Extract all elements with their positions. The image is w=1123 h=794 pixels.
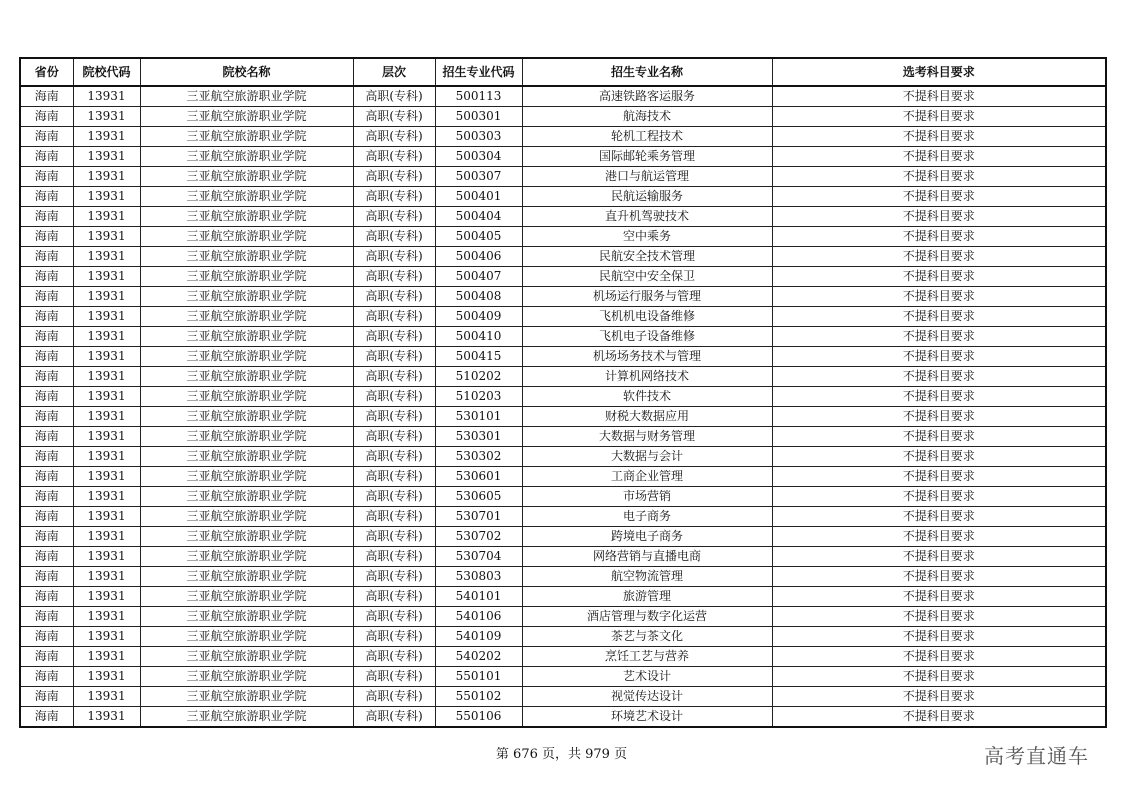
cell-school-name: 三亚航空旅游职业学院 [140,627,353,647]
cell-major-name: 飞机机电设备维修 [522,307,772,327]
cell-major-name: 网络营销与直播电商 [522,547,772,567]
cell-subject-requirement: 不提科目要求 [772,447,1106,467]
cell-major-name: 空中乘务 [522,227,772,247]
cell-school-code: 13931 [73,86,140,107]
table-row [20,127,1106,147]
table-row [20,327,1106,347]
cell-school-code: 13931 [73,307,140,327]
cell-province: 海南 [20,487,73,507]
cell-school-name: 三亚航空旅游职业学院 [140,587,353,607]
table-header [20,58,1106,86]
cell-province: 海南 [20,107,73,127]
cell-major-name: 港口与航运管理 [522,167,772,187]
cell-major-name: 视觉传达设计 [522,687,772,707]
cell-level: 高职(专科) [353,567,435,587]
cell-province: 海南 [20,247,73,267]
cell-province: 海南 [20,86,73,107]
column-header-major-code: 招生专业代码 [435,58,522,86]
cell-province: 海南 [20,327,73,347]
cell-school-code: 13931 [73,487,140,507]
cell-province: 海南 [20,587,73,607]
table-body [20,86,1106,727]
cell-province: 海南 [20,447,73,467]
cell-major-name: 旅游管理 [522,587,772,607]
table-row [20,707,1106,728]
cell-school-name: 三亚航空旅游职业学院 [140,367,353,387]
cell-major-code: 500410 [435,327,522,347]
cell-school-code: 13931 [73,227,140,247]
cell-subject-requirement: 不提科目要求 [772,247,1106,267]
cell-subject-requirement: 不提科目要求 [772,267,1106,287]
cell-school-name: 三亚航空旅游职业学院 [140,447,353,467]
cell-school-code: 13931 [73,327,140,347]
cell-province: 海南 [20,367,73,387]
cell-school-name: 三亚航空旅游职业学院 [140,167,353,187]
table-row [20,427,1106,447]
cell-major-code: 510202 [435,367,522,387]
table-row [20,487,1106,507]
cell-subject-requirement: 不提科目要求 [772,547,1106,567]
cell-level: 高职(专科) [353,267,435,287]
cell-school-code: 13931 [73,247,140,267]
table-row [20,647,1106,667]
table-row [20,387,1106,407]
cell-major-code: 530704 [435,547,522,567]
cell-level: 高职(专科) [353,127,435,147]
cell-level: 高职(专科) [353,187,435,207]
cell-subject-requirement: 不提科目要求 [772,307,1106,327]
cell-level: 高职(专科) [353,467,435,487]
cell-province: 海南 [20,547,73,567]
cell-level: 高职(专科) [353,227,435,247]
cell-school-name: 三亚航空旅游职业学院 [140,86,353,107]
cell-province: 海南 [20,427,73,447]
cell-major-code: 500415 [435,347,522,367]
cell-subject-requirement: 不提科目要求 [772,127,1106,147]
cell-major-name: 电子商务 [522,507,772,527]
cell-subject-requirement: 不提科目要求 [772,367,1106,387]
cell-subject-requirement: 不提科目要求 [772,86,1106,107]
cell-level: 高职(专科) [353,587,435,607]
cell-subject-requirement: 不提科目要求 [772,627,1106,647]
cell-level: 高职(专科) [353,347,435,367]
cell-school-name: 三亚航空旅游职业学院 [140,307,353,327]
cell-school-code: 13931 [73,647,140,667]
cell-major-code: 530702 [435,527,522,547]
cell-school-name: 三亚航空旅游职业学院 [140,667,353,687]
column-header-subject-requirement: 选考科目要求 [772,58,1106,86]
cell-major-name: 跨境电子商务 [522,527,772,547]
cell-major-name: 环境艺术设计 [522,707,772,728]
cell-school-name: 三亚航空旅游职业学院 [140,107,353,127]
cell-school-code: 13931 [73,167,140,187]
cell-level: 高职(专科) [353,447,435,467]
cell-subject-requirement: 不提科目要求 [772,387,1106,407]
cell-level: 高职(专科) [353,667,435,687]
cell-school-code: 13931 [73,127,140,147]
cell-province: 海南 [20,147,73,167]
table-row [20,627,1106,647]
cell-subject-requirement: 不提科目要求 [772,407,1106,427]
cell-school-name: 三亚航空旅游职业学院 [140,427,353,447]
cell-level: 高职(专科) [353,247,435,267]
cell-subject-requirement: 不提科目要求 [772,667,1106,687]
cell-major-name: 大数据与财务管理 [522,427,772,447]
cell-major-code: 500301 [435,107,522,127]
cell-subject-requirement: 不提科目要求 [772,227,1106,247]
cell-major-code: 530803 [435,567,522,587]
cell-major-code: 500307 [435,167,522,187]
cell-subject-requirement: 不提科目要求 [772,647,1106,667]
cell-province: 海南 [20,207,73,227]
cell-major-code: 500406 [435,247,522,267]
cell-major-name: 国际邮轮乘务管理 [522,147,772,167]
cell-subject-requirement: 不提科目要求 [772,607,1106,627]
cell-major-name: 市场营销 [522,487,772,507]
cell-subject-requirement: 不提科目要求 [772,327,1106,347]
cell-subject-requirement: 不提科目要求 [772,567,1106,587]
cell-major-name: 酒店管理与数字化运营 [522,607,772,627]
cell-province: 海南 [20,287,73,307]
cell-major-code: 500303 [435,127,522,147]
cell-subject-requirement: 不提科目要求 [772,467,1106,487]
cell-level: 高职(专科) [353,207,435,227]
table-row [20,287,1106,307]
cell-school-code: 13931 [73,467,140,487]
cell-province: 海南 [20,607,73,627]
table-row [20,147,1106,167]
table-row [20,467,1106,487]
cell-school-name: 三亚航空旅游职业学院 [140,687,353,707]
cell-school-code: 13931 [73,687,140,707]
cell-major-code: 530101 [435,407,522,427]
cell-subject-requirement: 不提科目要求 [772,347,1106,367]
cell-major-code: 550106 [435,707,522,728]
table-row [20,187,1106,207]
cell-level: 高职(专科) [353,307,435,327]
cell-school-code: 13931 [73,527,140,547]
cell-major-code: 550101 [435,667,522,687]
cell-level: 高职(专科) [353,547,435,567]
cell-major-code: 500407 [435,267,522,287]
cell-major-code: 500113 [435,86,522,107]
cell-school-code: 13931 [73,547,140,567]
cell-province: 海南 [20,347,73,367]
cell-level: 高职(专科) [353,427,435,447]
cell-major-name: 直升机驾驶技术 [522,207,772,227]
cell-school-code: 13931 [73,707,140,728]
cell-major-name: 软件技术 [522,387,772,407]
cell-major-code: 510203 [435,387,522,407]
cell-school-code: 13931 [73,567,140,587]
table-row [20,207,1106,227]
cell-school-name: 三亚航空旅游职业学院 [140,507,353,527]
table-row [20,167,1106,187]
cell-school-name: 三亚航空旅游职业学院 [140,187,353,207]
cell-major-code: 500408 [435,287,522,307]
column-header-major-name: 招生专业名称 [522,58,772,86]
cell-school-code: 13931 [73,447,140,467]
table-row [20,407,1106,427]
cell-major-code: 550102 [435,687,522,707]
cell-school-code: 13931 [73,607,140,627]
cell-subject-requirement: 不提科目要求 [772,427,1106,447]
cell-subject-requirement: 不提科目要求 [772,107,1106,127]
cell-subject-requirement: 不提科目要求 [772,147,1106,167]
cell-province: 海南 [20,187,73,207]
cell-subject-requirement: 不提科目要求 [772,587,1106,607]
cell-school-name: 三亚航空旅游职业学院 [140,407,353,427]
cell-school-code: 13931 [73,507,140,527]
cell-school-code: 13931 [73,107,140,127]
cell-major-code: 530701 [435,507,522,527]
cell-level: 高职(专科) [353,167,435,187]
column-header-level: 层次 [353,58,435,86]
header-row [20,58,1106,86]
cell-major-name: 机场场务技术与管理 [522,347,772,367]
table-row [20,687,1106,707]
cell-level: 高职(专科) [353,707,435,728]
column-header-school-name: 院校名称 [140,58,353,86]
cell-school-code: 13931 [73,627,140,647]
cell-school-name: 三亚航空旅游职业学院 [140,707,353,728]
cell-subject-requirement: 不提科目要求 [772,487,1106,507]
cell-level: 高职(专科) [353,147,435,167]
cell-school-name: 三亚航空旅游职业学院 [140,387,353,407]
table-row [20,227,1106,247]
cell-subject-requirement: 不提科目要求 [772,207,1106,227]
cell-school-name: 三亚航空旅游职业学院 [140,227,353,247]
table-row [20,86,1106,107]
cell-major-name: 航空物流管理 [522,567,772,587]
cell-school-name: 三亚航空旅游职业学院 [140,267,353,287]
cell-level: 高职(专科) [353,487,435,507]
cell-school-code: 13931 [73,267,140,287]
cell-subject-requirement: 不提科目要求 [772,507,1106,527]
cell-level: 高职(专科) [353,107,435,127]
cell-province: 海南 [20,267,73,287]
cell-major-name: 烹饪工艺与营养 [522,647,772,667]
cell-major-code: 530605 [435,487,522,507]
cell-province: 海南 [20,707,73,728]
cell-province: 海南 [20,467,73,487]
cell-major-code: 500405 [435,227,522,247]
cell-school-name: 三亚航空旅游职业学院 [140,127,353,147]
cell-school-code: 13931 [73,407,140,427]
cell-major-code: 530601 [435,467,522,487]
cell-school-name: 三亚航空旅游职业学院 [140,567,353,587]
cell-subject-requirement: 不提科目要求 [772,287,1106,307]
cell-school-code: 13931 [73,667,140,687]
cell-major-name: 民航运输服务 [522,187,772,207]
cell-major-name: 艺术设计 [522,667,772,687]
cell-school-code: 13931 [73,427,140,447]
cell-province: 海南 [20,507,73,527]
cell-major-code: 500304 [435,147,522,167]
cell-school-name: 三亚航空旅游职业学院 [140,287,353,307]
table-row [20,527,1106,547]
table-row [20,267,1106,287]
cell-school-name: 三亚航空旅游职业学院 [140,647,353,667]
cell-level: 高职(专科) [353,607,435,627]
table-row [20,507,1106,527]
cell-province: 海南 [20,687,73,707]
cell-level: 高职(专科) [353,627,435,647]
cell-subject-requirement: 不提科目要求 [772,167,1106,187]
cell-major-code: 530301 [435,427,522,447]
cell-school-name: 三亚航空旅游职业学院 [140,327,353,347]
table-row [20,307,1106,327]
cell-province: 海南 [20,407,73,427]
cell-school-name: 三亚航空旅游职业学院 [140,247,353,267]
table-row [20,247,1106,267]
table-row [20,447,1106,467]
column-header-school-code: 院校代码 [73,58,140,86]
table-row [20,567,1106,587]
cell-province: 海南 [20,567,73,587]
cell-school-name: 三亚航空旅游职业学院 [140,607,353,627]
cell-level: 高职(专科) [353,407,435,427]
cell-school-code: 13931 [73,187,140,207]
cell-school-code: 13931 [73,387,140,407]
cell-major-name: 茶艺与茶文化 [522,627,772,647]
cell-school-code: 13931 [73,287,140,307]
cell-school-name: 三亚航空旅游职业学院 [140,347,353,367]
cell-major-code: 540109 [435,627,522,647]
cell-major-code: 500404 [435,207,522,227]
cell-school-name: 三亚航空旅游职业学院 [140,147,353,167]
cell-major-name: 财税大数据应用 [522,407,772,427]
cell-major-name: 计算机网络技术 [522,367,772,387]
cell-major-name: 民航空中安全保卫 [522,267,772,287]
cell-school-code: 13931 [73,347,140,367]
cell-level: 高职(专科) [353,647,435,667]
page-number: 第 676 页，共 979 页 [495,747,628,762]
table-row [20,547,1106,567]
cell-school-code: 13931 [73,587,140,607]
cell-province: 海南 [20,307,73,327]
cell-level: 高职(专科) [353,327,435,347]
table-row [20,667,1106,687]
table-row [20,587,1106,607]
cell-major-name: 高速铁路客运服务 [522,86,772,107]
cell-school-code: 13931 [73,207,140,227]
table-row [20,367,1106,387]
cell-province: 海南 [20,387,73,407]
watermark-text: 高考直通车 [984,744,1089,768]
cell-major-code: 540202 [435,647,522,667]
cell-level: 高职(专科) [353,527,435,547]
cell-subject-requirement: 不提科目要求 [772,687,1106,707]
admissions-table [19,57,1107,728]
cell-major-name: 大数据与会计 [522,447,772,467]
cell-province: 海南 [20,527,73,547]
cell-school-name: 三亚航空旅游职业学院 [140,527,353,547]
cell-level: 高职(专科) [353,507,435,527]
cell-province: 海南 [20,647,73,667]
cell-major-name: 轮机工程技术 [522,127,772,147]
cell-school-name: 三亚航空旅游职业学院 [140,207,353,227]
cell-major-code: 540101 [435,587,522,607]
cell-school-name: 三亚航空旅游职业学院 [140,467,353,487]
cell-major-code: 500401 [435,187,522,207]
cell-subject-requirement: 不提科目要求 [772,707,1106,728]
cell-major-name: 飞机电子设备维修 [522,327,772,347]
cell-major-code: 500409 [435,307,522,327]
cell-province: 海南 [20,627,73,647]
cell-level: 高职(专科) [353,367,435,387]
cell-school-code: 13931 [73,367,140,387]
cell-province: 海南 [20,667,73,687]
cell-province: 海南 [20,227,73,247]
cell-major-code: 540106 [435,607,522,627]
cell-school-name: 三亚航空旅游职业学院 [140,487,353,507]
cell-school-name: 三亚航空旅游职业学院 [140,547,353,567]
table-row [20,107,1106,127]
cell-level: 高职(专科) [353,387,435,407]
cell-major-name: 民航安全技术管理 [522,247,772,267]
cell-subject-requirement: 不提科目要求 [772,527,1106,547]
cell-province: 海南 [20,127,73,147]
cell-major-name: 机场运行服务与管理 [522,287,772,307]
cell-school-code: 13931 [73,147,140,167]
cell-major-name: 航海技术 [522,107,772,127]
cell-subject-requirement: 不提科目要求 [772,187,1106,207]
cell-level: 高职(专科) [353,86,435,107]
cell-major-name: 工商企业管理 [522,467,772,487]
column-header-province: 省份 [20,58,73,86]
table-row [20,607,1106,627]
cell-major-code: 530302 [435,447,522,467]
cell-province: 海南 [20,167,73,187]
table-row [20,347,1106,367]
cell-level: 高职(专科) [353,687,435,707]
cell-level: 高职(专科) [353,287,435,307]
